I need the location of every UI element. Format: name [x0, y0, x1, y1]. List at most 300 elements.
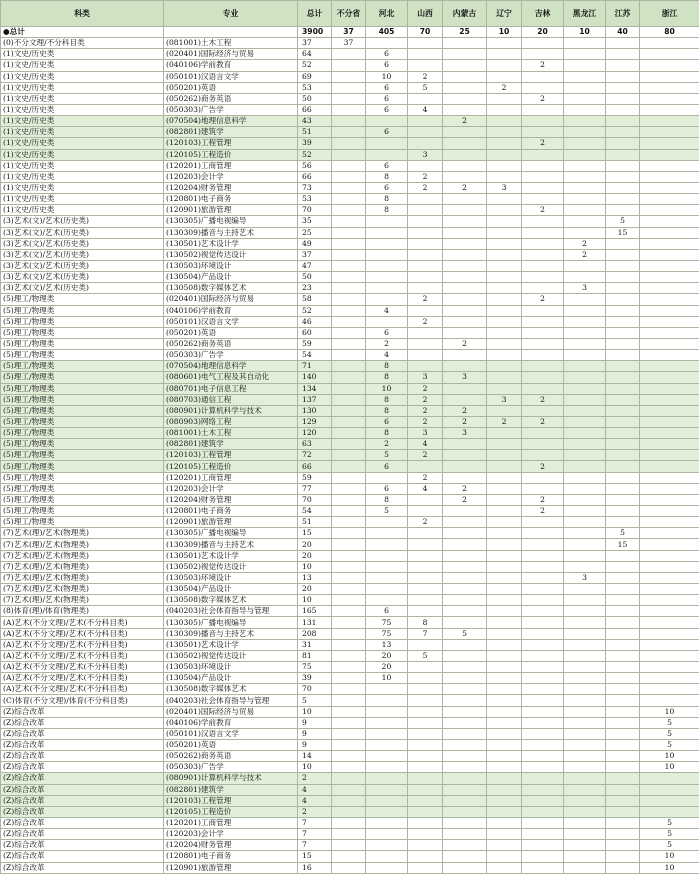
- cell-shanxi: 2: [408, 450, 443, 461]
- cell-zhejiang: [640, 260, 699, 271]
- cell-hebei: 5: [366, 450, 408, 461]
- cell-unassigned: [332, 550, 366, 561]
- table-row: [1, 294, 699, 305]
- cell-jilin: [522, 472, 564, 483]
- cell-category: (1)文史/历史类: [1, 171, 164, 182]
- cell-liaoning: [487, 160, 522, 171]
- cell-neimenggu: [443, 773, 487, 784]
- cell-zhejiang: [640, 327, 699, 338]
- cell-liaoning: [487, 305, 522, 316]
- cell-total: 50: [298, 272, 332, 283]
- cell-liaoning: [487, 817, 522, 828]
- cell-category: (1)文史/历史类: [1, 149, 164, 160]
- cell-category: (A)艺术(不分文理)/艺术(不分科目类): [1, 628, 164, 639]
- cell-liaoning: [487, 483, 522, 494]
- table-row: [1, 138, 699, 149]
- cell-heilongjiang: [564, 361, 606, 372]
- cell-category: (Z)综合改革: [1, 740, 164, 751]
- col-header-jiangsu: 江苏: [606, 1, 640, 27]
- cell-shanxi: [408, 595, 443, 606]
- cell-liaoning: 2: [487, 82, 522, 93]
- cell-liaoning: [487, 740, 522, 751]
- cell-category: (3)艺术(文)/艺术(历史类): [1, 227, 164, 238]
- cell-total: 16: [298, 862, 332, 873]
- table-row: [1, 60, 699, 71]
- table-row: [1, 829, 699, 840]
- cell-jilin: [522, 595, 564, 606]
- cell-heilongjiang: [564, 740, 606, 751]
- cell-jilin: [522, 572, 564, 583]
- cell-zhejiang: [640, 71, 699, 82]
- table-row: [1, 840, 699, 851]
- cell-unassigned: [332, 249, 366, 260]
- cell-liaoning: [487, 38, 522, 49]
- cell-total: 20: [298, 584, 332, 595]
- cell-total: 75: [298, 662, 332, 673]
- cell-category: (5)理工/物理类: [1, 383, 164, 394]
- cell-jilin: [522, 104, 564, 115]
- cell-jiangsu: [606, 338, 640, 349]
- cell-heilongjiang: [564, 194, 606, 205]
- cell-hebei: 6: [366, 160, 408, 171]
- cell-heilongjiang: [564, 494, 606, 505]
- cell-shanxi: [408, 539, 443, 550]
- cell-heilongjiang: [564, 728, 606, 739]
- cell-zhejiang: [640, 539, 699, 550]
- table-row: [1, 472, 699, 483]
- cell-jilin: [522, 249, 564, 260]
- cell-hebei: 6: [366, 104, 408, 115]
- cell-shanxi: [408, 194, 443, 205]
- cell-heilongjiang: [564, 840, 606, 851]
- cell-major: (080901)计算机科学与技术: [164, 405, 298, 416]
- cell-category: (1)文史/历史类: [1, 160, 164, 171]
- cell-shanxi: [408, 662, 443, 673]
- cell-jilin: [522, 550, 564, 561]
- cell-liaoning: [487, 494, 522, 505]
- total-major: [164, 27, 298, 38]
- cell-total: 25: [298, 227, 332, 238]
- cell-heilongjiang: [564, 550, 606, 561]
- cell-total: 7: [298, 817, 332, 828]
- table-row: [1, 862, 699, 873]
- cell-neimenggu: [443, 784, 487, 795]
- cell-heilongjiang: [564, 138, 606, 149]
- cell-jilin: [522, 706, 564, 717]
- cell-jiangsu: [606, 305, 640, 316]
- cell-heilongjiang: [564, 316, 606, 327]
- cell-hebei: 8: [366, 394, 408, 405]
- cell-shanxi: [408, 572, 443, 583]
- cell-jilin: [522, 160, 564, 171]
- cell-category: (A)艺术(不分文理)/艺术(不分科目类): [1, 617, 164, 628]
- table-row: [1, 249, 699, 260]
- cell-shanxi: [408, 528, 443, 539]
- cell-category: (5)理工/物理类: [1, 327, 164, 338]
- cell-zhejiang: [640, 628, 699, 639]
- cell-heilongjiang: [564, 160, 606, 171]
- cell-hebei: [366, 572, 408, 583]
- cell-neimenggu: [443, 762, 487, 773]
- cell-major: (120103)工程管理: [164, 795, 298, 806]
- cell-shanxi: [408, 361, 443, 372]
- cell-unassigned: [332, 294, 366, 305]
- cell-heilongjiang: [564, 116, 606, 127]
- cell-jiangsu: [606, 416, 640, 427]
- cell-hebei: 6: [366, 93, 408, 104]
- cell-heilongjiang: [564, 639, 606, 650]
- col-header-heilongjiang: 黑龙江: [564, 1, 606, 27]
- cell-total: 63: [298, 439, 332, 450]
- cell-major: (120201)工商管理: [164, 472, 298, 483]
- cell-shanxi: [408, 773, 443, 784]
- cell-unassigned: [332, 506, 366, 517]
- cell-hebei: [366, 595, 408, 606]
- cell-heilongjiang: [564, 472, 606, 483]
- cell-shanxi: [408, 695, 443, 706]
- cell-neimenggu: [443, 517, 487, 528]
- col-header-shanxi: 山西: [408, 1, 443, 27]
- cell-category: (5)理工/物理类: [1, 294, 164, 305]
- cell-category: (1)文史/历史类: [1, 138, 164, 149]
- table-row: [1, 483, 699, 494]
- cell-jiangsu: [606, 383, 640, 394]
- cell-jilin: [522, 171, 564, 182]
- cell-total: 4: [298, 795, 332, 806]
- cell-major: (120103)工程管理: [164, 138, 298, 149]
- cell-jiangsu: [606, 138, 640, 149]
- cell-heilongjiang: [564, 149, 606, 160]
- table-row: [1, 327, 699, 338]
- cell-jiangsu: [606, 639, 640, 650]
- cell-shanxi: 3: [408, 428, 443, 439]
- cell-shanxi: 4: [408, 104, 443, 115]
- cell-unassigned: [332, 405, 366, 416]
- cell-major: (120103)工程管理: [164, 450, 298, 461]
- cell-hebei: [366, 472, 408, 483]
- cell-total: 39: [298, 673, 332, 684]
- cell-heilongjiang: [564, 327, 606, 338]
- cell-zhejiang: [640, 773, 699, 784]
- table-row: [1, 238, 699, 249]
- cell-hebei: [366, 539, 408, 550]
- cell-unassigned: [332, 260, 366, 271]
- cell-shanxi: [408, 249, 443, 260]
- cell-category: (5)理工/物理类: [1, 361, 164, 372]
- cell-zhejiang: [640, 138, 699, 149]
- table-row: [1, 71, 699, 82]
- cell-hebei: 2: [366, 439, 408, 450]
- cell-major: (120201)工商管理: [164, 817, 298, 828]
- cell-jiangsu: [606, 283, 640, 294]
- cell-hebei: [366, 260, 408, 271]
- cell-heilongjiang: [564, 795, 606, 806]
- cell-category: (5)理工/物理类: [1, 405, 164, 416]
- cell-unassigned: [332, 717, 366, 728]
- table-row: [1, 194, 699, 205]
- table-row: [1, 740, 699, 751]
- cell-unassigned: [332, 606, 366, 617]
- cell-hebei: 10: [366, 673, 408, 684]
- cell-zhejiang: [640, 171, 699, 182]
- cell-hebei: 4: [366, 305, 408, 316]
- cell-heilongjiang: [564, 751, 606, 762]
- cell-neimenggu: 2: [443, 416, 487, 427]
- cell-neimenggu: [443, 171, 487, 182]
- table-row: [1, 673, 699, 684]
- cell-shanxi: [408, 684, 443, 695]
- cell-zhejiang: [640, 405, 699, 416]
- cell-liaoning: [487, 561, 522, 572]
- cell-shanxi: [408, 305, 443, 316]
- cell-jilin: [522, 149, 564, 160]
- cell-category: (1)文史/历史类: [1, 60, 164, 71]
- cell-liaoning: [487, 338, 522, 349]
- cell-major: (130508)数字媒体艺术: [164, 283, 298, 294]
- cell-unassigned: [332, 695, 366, 706]
- cell-hebei: 20: [366, 662, 408, 673]
- cell-zhejiang: [640, 673, 699, 684]
- cell-shanxi: [408, 817, 443, 828]
- cell-zhejiang: [640, 338, 699, 349]
- cell-shanxi: 2: [408, 405, 443, 416]
- cell-hebei: 6: [366, 82, 408, 93]
- cell-liaoning: [487, 851, 522, 862]
- cell-total: 134: [298, 383, 332, 394]
- cell-total: 81: [298, 650, 332, 661]
- cell-heilongjiang: [564, 539, 606, 550]
- cell-shanxi: 3: [408, 372, 443, 383]
- cell-zhejiang: [640, 194, 699, 205]
- cell-unassigned: [332, 171, 366, 182]
- cell-unassigned: 37: [332, 38, 366, 49]
- cell-hebei: [366, 728, 408, 739]
- cell-total: 37: [298, 249, 332, 260]
- cell-shanxi: [408, 227, 443, 238]
- cell-neimenggu: [443, 862, 487, 873]
- cell-unassigned: [332, 227, 366, 238]
- cell-jiangsu: [606, 494, 640, 505]
- cell-neimenggu: [443, 695, 487, 706]
- cell-liaoning: [487, 662, 522, 673]
- cell-heilongjiang: [564, 38, 606, 49]
- cell-major: (020401)国际经济与贸易: [164, 49, 298, 60]
- cell-unassigned: [332, 817, 366, 828]
- cell-category: (1)文史/历史类: [1, 104, 164, 115]
- cell-shanxi: 2: [408, 171, 443, 182]
- cell-neimenggu: [443, 216, 487, 227]
- cell-category: (C)体育(不分文理)/体育(不分科目类): [1, 695, 164, 706]
- cell-liaoning: [487, 840, 522, 851]
- cell-unassigned: [332, 684, 366, 695]
- cell-zhejiang: [640, 795, 699, 806]
- cell-major: (040106)学前教育: [164, 305, 298, 316]
- cell-jiangsu: [606, 238, 640, 249]
- cell-jilin: [522, 316, 564, 327]
- cell-jiangsu: [606, 361, 640, 372]
- cell-shanxi: [408, 717, 443, 728]
- cell-jiangsu: 15: [606, 539, 640, 550]
- cell-total: 52: [298, 305, 332, 316]
- cell-major: (120201)工商管理: [164, 160, 298, 171]
- cell-unassigned: [332, 450, 366, 461]
- cell-hebei: [366, 517, 408, 528]
- cell-category: (Z)综合改革: [1, 751, 164, 762]
- cell-total: 59: [298, 338, 332, 349]
- cell-major: (050201)英语: [164, 82, 298, 93]
- cell-unassigned: [332, 673, 366, 684]
- cell-zhejiang: [640, 127, 699, 138]
- cell-category: (1)文史/历史类: [1, 127, 164, 138]
- cell-hebei: [366, 795, 408, 806]
- cell-neimenggu: [443, 205, 487, 216]
- cell-jilin: [522, 773, 564, 784]
- cell-heilongjiang: [564, 383, 606, 394]
- cell-liaoning: [487, 327, 522, 338]
- cell-major: (130504)产品设计: [164, 584, 298, 595]
- cell-total: 131: [298, 617, 332, 628]
- cell-neimenggu: [443, 394, 487, 405]
- cell-zhejiang: [640, 684, 699, 695]
- cell-shanxi: [408, 38, 443, 49]
- cell-jiangsu: [606, 82, 640, 93]
- cell-total: 39: [298, 138, 332, 149]
- cell-jiangsu: [606, 116, 640, 127]
- cell-hebei: 4: [366, 350, 408, 361]
- cell-shanxi: 8: [408, 617, 443, 628]
- cell-neimenggu: [443, 650, 487, 661]
- cell-heilongjiang: [564, 272, 606, 283]
- cell-liaoning: [487, 283, 522, 294]
- cell-jilin: [522, 383, 564, 394]
- table-row: [1, 717, 699, 728]
- cell-unassigned: [332, 650, 366, 661]
- cell-zhejiang: [640, 650, 699, 661]
- table-row: [1, 561, 699, 572]
- cell-shanxi: 3: [408, 149, 443, 160]
- cell-liaoning: [487, 450, 522, 461]
- cell-neimenggu: [443, 851, 487, 862]
- cell-shanxi: [408, 138, 443, 149]
- cell-category: (3)艺术(文)/艺术(历史类): [1, 249, 164, 260]
- cell-jilin: [522, 806, 564, 817]
- cell-jilin: [522, 539, 564, 550]
- cell-neimenggu: [443, 806, 487, 817]
- cell-zhejiang: [640, 595, 699, 606]
- cell-jilin: [522, 528, 564, 539]
- cell-jilin: [522, 851, 564, 862]
- cell-hebei: 8: [366, 405, 408, 416]
- cell-major: (130305)广播电视编导: [164, 528, 298, 539]
- cell-hebei: 8: [366, 171, 408, 182]
- cell-shanxi: 2: [408, 182, 443, 193]
- cell-jiangsu: [606, 194, 640, 205]
- cell-shanxi: [408, 639, 443, 650]
- col-header-liaoning: 辽宁: [487, 1, 522, 27]
- col-header-jilin: 吉林: [522, 1, 564, 27]
- cell-neimenggu: [443, 795, 487, 806]
- cell-jiangsu: [606, 160, 640, 171]
- cell-liaoning: [487, 650, 522, 661]
- total-jilin: 20: [522, 27, 564, 38]
- table-row: [1, 272, 699, 283]
- cell-liaoning: [487, 639, 522, 650]
- cell-neimenggu: [443, 227, 487, 238]
- cell-unassigned: [332, 60, 366, 71]
- cell-jilin: [522, 561, 564, 572]
- table-row: [1, 572, 699, 583]
- cell-jilin: [522, 639, 564, 650]
- cell-total: 77: [298, 483, 332, 494]
- table-row: [1, 851, 699, 862]
- cell-category: (Z)综合改革: [1, 762, 164, 773]
- cell-liaoning: [487, 194, 522, 205]
- cell-neimenggu: [443, 305, 487, 316]
- cell-unassigned: [332, 394, 366, 405]
- cell-jilin: [522, 728, 564, 739]
- cell-total: 52: [298, 60, 332, 71]
- cell-zhejiang: [640, 361, 699, 372]
- cell-category: (3)艺术(文)/艺术(历史类): [1, 272, 164, 283]
- cell-heilongjiang: [564, 350, 606, 361]
- cell-hebei: [366, 695, 408, 706]
- cell-liaoning: [487, 428, 522, 439]
- cell-hebei: 10: [366, 71, 408, 82]
- cell-jilin: [522, 71, 564, 82]
- cell-zhejiang: 5: [640, 728, 699, 739]
- cell-neimenggu: [443, 673, 487, 684]
- cell-shanxi: [408, 260, 443, 271]
- table-row: [1, 316, 699, 327]
- cell-unassigned: [332, 372, 366, 383]
- table-row: [1, 450, 699, 461]
- cell-neimenggu: [443, 160, 487, 171]
- total-jiangsu: 40: [606, 27, 640, 38]
- cell-heilongjiang: [564, 606, 606, 617]
- cell-hebei: [366, 38, 408, 49]
- cell-jilin: [522, 227, 564, 238]
- cell-total: 129: [298, 416, 332, 427]
- cell-major: (120203)会计学: [164, 483, 298, 494]
- table-row: [1, 494, 699, 505]
- cell-jilin: [522, 829, 564, 840]
- cell-major: (040106)学前教育: [164, 717, 298, 728]
- col-header-major: 专业: [164, 1, 298, 27]
- cell-shanxi: 2: [408, 383, 443, 394]
- total-heilongjiang: 10: [564, 27, 606, 38]
- cell-hebei: [366, 249, 408, 260]
- cell-jilin: 2: [522, 138, 564, 149]
- cell-zhejiang: 10: [640, 706, 699, 717]
- cell-total: 66: [298, 171, 332, 182]
- cell-unassigned: [332, 795, 366, 806]
- cell-major: (050262)商务英语: [164, 93, 298, 104]
- cell-jilin: [522, 49, 564, 60]
- table-row: [1, 795, 699, 806]
- cell-total: 49: [298, 238, 332, 249]
- cell-zhejiang: [640, 606, 699, 617]
- cell-neimenggu: 2: [443, 338, 487, 349]
- cell-heilongjiang: 2: [564, 249, 606, 260]
- cell-heilongjiang: [564, 684, 606, 695]
- cell-total: 56: [298, 160, 332, 171]
- cell-jiangsu: [606, 450, 640, 461]
- cell-category: (1)文史/历史类: [1, 182, 164, 193]
- cell-liaoning: [487, 116, 522, 127]
- cell-liaoning: [487, 472, 522, 483]
- cell-unassigned: [332, 216, 366, 227]
- cell-liaoning: [487, 372, 522, 383]
